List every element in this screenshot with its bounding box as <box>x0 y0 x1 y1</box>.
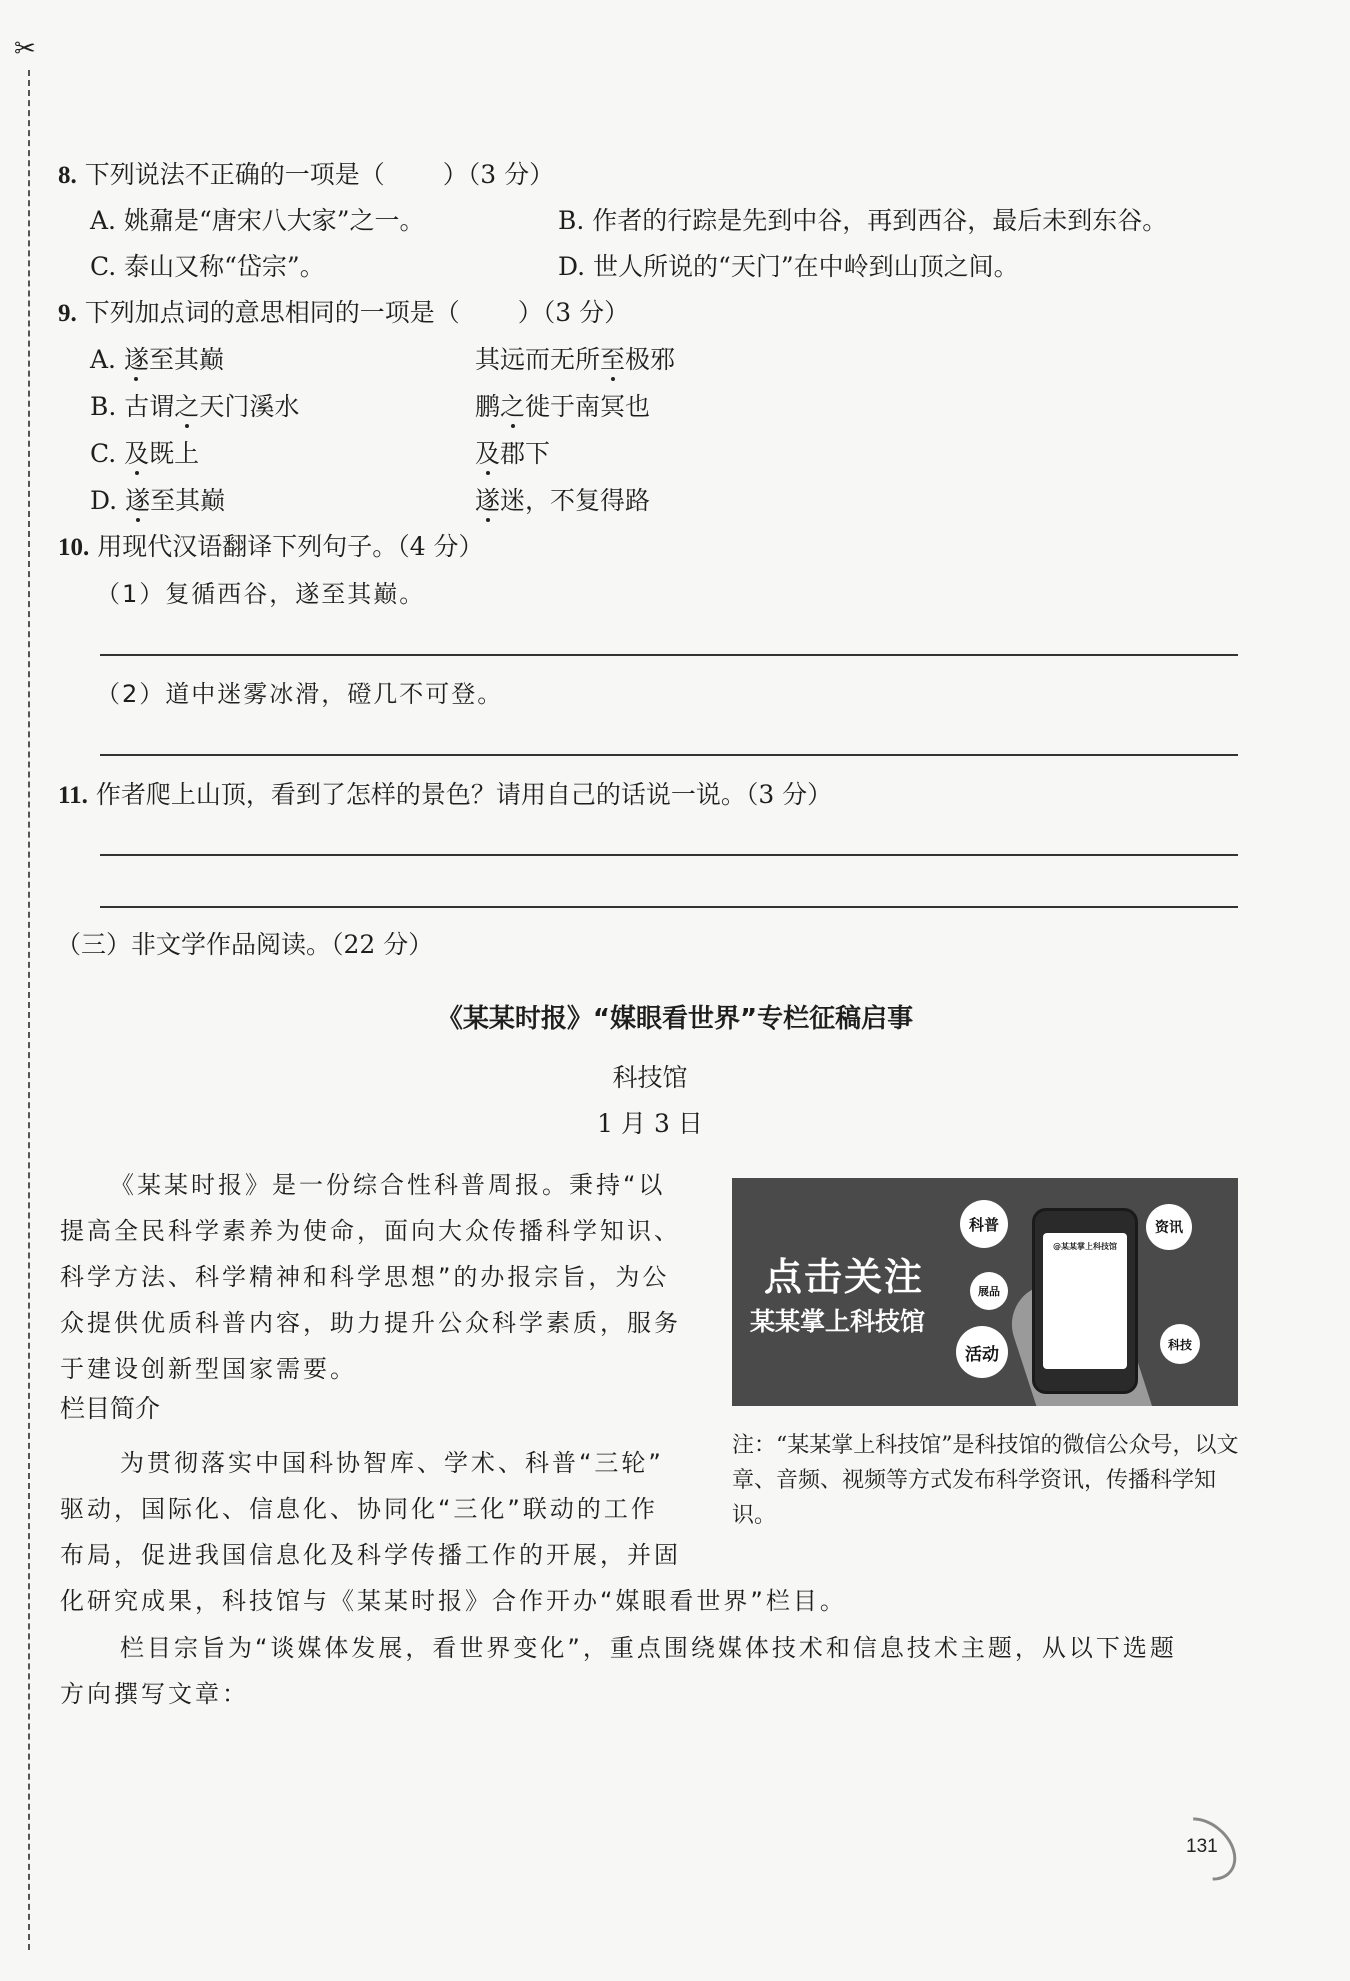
scissors-icon: ✂ <box>14 34 36 64</box>
notice-title: 《某某时报》“媒眼看世界”专栏征稿启事 <box>436 1004 914 1034</box>
paragraph-1-line: 《某某时报》是一份综合性科普周报。秉持“以 <box>110 1171 666 1199</box>
q8-option-a: A. 姚鼐是“唐宋八大家”之一。 <box>90 206 425 235</box>
bubble-news: 资讯 <box>1146 1204 1192 1250</box>
q10-stem: 10. 用现代汉语翻译下列句子。（4 分） <box>58 532 484 561</box>
phone-screen: @某某掌上科技馆 <box>1043 1233 1127 1369</box>
q9-stem: 9. 下列加点词的意思相同的一项是（ ）（3 分） <box>58 298 630 327</box>
paragraph-1-line: 科学方法、科学精神和科学思想”的办报宗旨，为公 <box>60 1263 670 1291</box>
paragraph-2-line: 驱动，国际化、信息化、协同化“三化”联动的工作 <box>60 1495 658 1523</box>
phone-icon <box>1032 1208 1138 1394</box>
section-3-heading: （三）非文学作品阅读。（22 分） <box>56 930 434 959</box>
q9-option-b-left: B. 古谓之天门溪水 <box>90 392 300 421</box>
answer-line[interactable] <box>100 854 1238 856</box>
bubble-science: 科普 <box>960 1200 1008 1248</box>
q9-option-b-right: 鹏之徙于南冥也 <box>475 392 651 421</box>
answer-line[interactable] <box>100 654 1238 656</box>
q11-stem: 11. 作者爬上山顶，看到了怎样的景色？请用自己的话说一说。（3 分） <box>58 780 833 809</box>
q9-option-a-right: 其远而无所至极邪 <box>475 345 676 374</box>
image-note: 注：“某某掌上科技馆”是科技馆的微信公众号，以文章、音频、视频等方式发布科学资讯，传播科学知识。 <box>732 1433 1239 1528</box>
page-number: 131 <box>1186 1836 1218 1857</box>
promo-title: 点击关注 <box>764 1255 925 1299</box>
q8-stem: 8. 下列说法不正确的一项是（ ）（3 分） <box>58 160 555 189</box>
q10-sentence-2: （2）道中迷雾冰滑，磴几不可登。 <box>96 680 504 708</box>
q9-option-d-left: D. 遂至其巅 <box>90 486 226 515</box>
answer-line[interactable] <box>100 754 1238 756</box>
paragraph-3-line: 方向撰写文章： <box>60 1680 249 1708</box>
paragraph-3-line: 栏目宗旨为“谈媒体发展，看世界变化”，重点围绕媒体技术和信息技术主题，从以下选题 <box>120 1634 1177 1662</box>
promo-subtitle: 某某掌上科技馆 <box>750 1307 926 1336</box>
notice-org: 科技馆 <box>612 1063 688 1092</box>
q9-option-c-right: 及郡下 <box>475 439 551 468</box>
paragraph-1-line: 于建设创新型国家需要。 <box>60 1355 357 1383</box>
section-heading: 栏目简介 <box>60 1394 161 1423</box>
answer-line[interactable] <box>100 906 1238 908</box>
bubble-exhibits: 展品 <box>970 1272 1008 1310</box>
paragraph-1-line: 提高全民科学素养为使命，面向大众传播科学知识、 <box>60 1217 681 1245</box>
paragraph-2-line: 为贯彻落实中国科协智库、学术、科普“三轮” <box>120 1449 664 1477</box>
q10-sentence-1: （1）复循西谷，遂至其巅。 <box>96 580 426 608</box>
paragraph-2-line: 布局，促进我国信息化及科学传播工作的开展，并固 <box>60 1541 681 1569</box>
wechat-promo-image <box>732 1178 1238 1406</box>
bubble-events: 活动 <box>956 1326 1008 1378</box>
paragraph-1-line: 众提供优质科普内容，助力提升公众科学素质，服务 <box>60 1309 681 1337</box>
q8-option-d: D. 世人所说的“天门”在中岭到山顶之间。 <box>558 252 1019 281</box>
q9-option-c-left: C. 及既上 <box>90 439 200 468</box>
q9-option-a-left: A. 遂至其巅 <box>90 345 224 374</box>
bubble-tech: 科技 <box>1160 1324 1200 1364</box>
notice-date: 1 月 3 日 <box>597 1109 703 1138</box>
q8-option-c: C. 泰山又称“岱宗”。 <box>90 252 325 281</box>
q8-option-b: B. 作者的行踪是先到中谷，再到西谷，最后未到东谷。 <box>558 206 1168 235</box>
paragraph-2-line: 化研究成果，科技馆与《某某时报》合作开办“媒眼看世界”栏目。 <box>60 1587 847 1615</box>
q9-option-d-right: 遂迷，不复得路 <box>475 486 651 515</box>
